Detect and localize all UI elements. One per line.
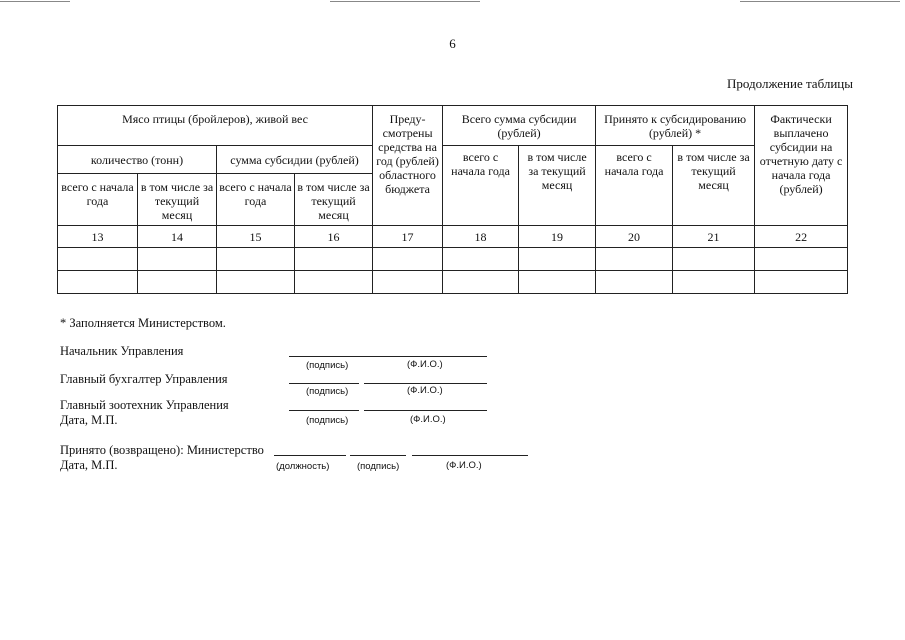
header-total-subsidy: Всего сумма субсидии (рублей) [443, 106, 596, 146]
fio-line [412, 455, 528, 456]
col-number: 13 [58, 226, 138, 248]
label-head: Начальник Управления [60, 344, 184, 358]
caption-signature: (подпись) [306, 360, 349, 371]
col-number: 16 [295, 226, 373, 248]
top-edge-line-center [330, 1, 480, 2]
caption-signature: (подпись) [306, 415, 349, 426]
table-row [58, 271, 848, 294]
label-date-mp: Дата, М.П. [60, 413, 118, 427]
signature-line [289, 383, 359, 384]
header-budget: Преду-смотрены средства на год (рублей) областного бюджета [373, 106, 443, 226]
header-paid: Фактически выплачено субсидии на отчетную дату с начала года (рублей) [755, 106, 848, 226]
header-accepted-this-month: в том числе за текущий месяц [673, 146, 755, 226]
header-total-since-year: всего с начала года [443, 146, 519, 226]
col-number: 15 [217, 226, 295, 248]
header-total-this-month: в том числе за текущий месяц [519, 146, 596, 226]
table-row [58, 248, 848, 271]
caption-fio: (Ф.И.О.) [407, 359, 443, 370]
caption-fio: (Ф.И.О.) [407, 385, 443, 396]
column-number-row [58, 226, 848, 248]
header-qty-since-year: всего с начала года [58, 174, 138, 226]
header-sum-since-year: всего с начала года [217, 174, 295, 226]
continuation-label: Продолжение таблицы [727, 76, 853, 91]
top-edge-line-right [740, 1, 900, 2]
header-accepted-since-year: всего с начала года [596, 146, 673, 226]
col-number: 21 [673, 226, 755, 248]
signature-line [350, 455, 406, 456]
caption-signature: (подпись) [357, 461, 400, 472]
label-accepted-ministry: Принято (возвращено): Министерство [60, 443, 264, 457]
page-number: 6 [449, 36, 456, 51]
col-number: 18 [443, 226, 519, 248]
col-number: 17 [373, 226, 443, 248]
fio-line [364, 383, 487, 384]
header-quantity: количество (тонн) [58, 146, 217, 174]
col-number: 19 [519, 226, 596, 248]
caption-position: (должность) [276, 461, 330, 472]
caption-signature: (подпись) [306, 386, 349, 397]
signature-line [289, 356, 487, 357]
label-accountant: Главный бухгалтер Управления [60, 372, 228, 386]
label-zootech: Главный зоотехник Управления [60, 398, 229, 412]
col-number: 22 [755, 226, 848, 248]
header-qty-this-month: в том числе за текущий месяц [138, 174, 217, 226]
position-line [274, 455, 346, 456]
fio-line [364, 410, 487, 411]
col-number: 20 [596, 226, 673, 248]
caption-fio: (Ф.И.О.) [446, 460, 482, 471]
footnote: * Заполняется Министерством. [60, 316, 226, 330]
header-sum-this-month: в том числе за текущий месяц [295, 174, 373, 226]
subsidy-table [57, 105, 848, 294]
signature-line [289, 410, 359, 411]
label-date-mp-ministry: Дата, М.П. [60, 458, 118, 472]
header-accepted: Принято к субсидированию (рублей) * [596, 106, 755, 146]
top-edge-line-left [0, 1, 70, 2]
header-subsidy-sum: сумма субсидии (рублей) [217, 146, 373, 174]
col-number: 14 [138, 226, 217, 248]
caption-fio: (Ф.И.О.) [410, 414, 446, 425]
header-meat: Мясо птицы (бройлеров), живой вес [58, 106, 373, 146]
